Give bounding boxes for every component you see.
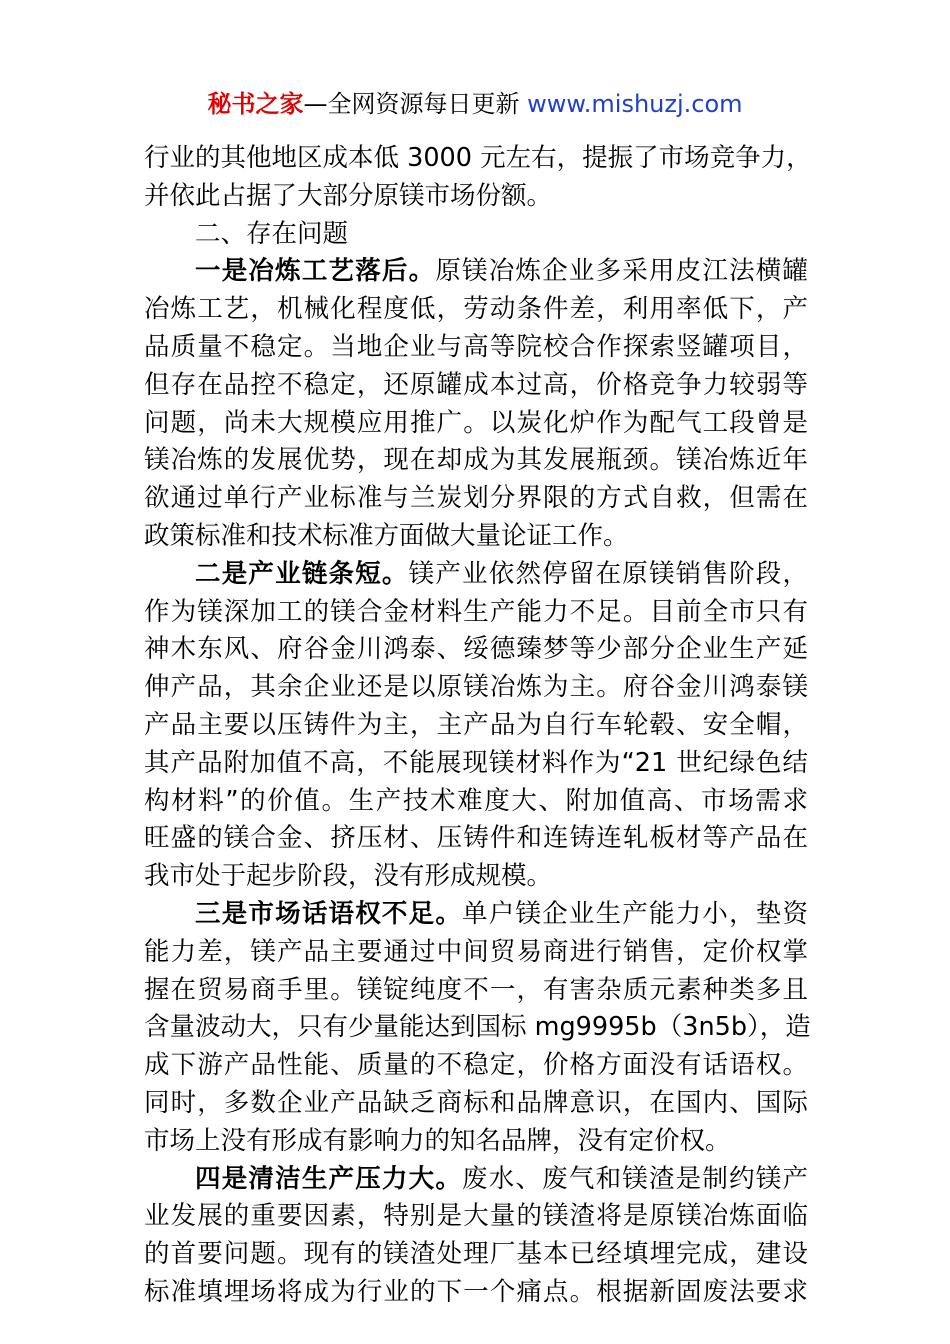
paragraph-line (144, 1161, 808, 1199)
page-header (0, 84, 950, 124)
paragraph-line (144, 896, 808, 934)
text-line: 其产品附加值不高，不能展现镁材料作为“21 世纪绿色结 (144, 747, 808, 778)
paragraph-line (144, 556, 808, 594)
text-line: 欲通过单行产业标准与兰炭划分界限的方式自救，但需在 (144, 483, 808, 514)
brand-name: 秘书之家 (207, 90, 304, 118)
text-line: 我市处于起步阶段，没有形成规模。 (144, 861, 553, 892)
text-line: 含量波动大，只有少量能达到国标 mg9995b（3n5b），造 (144, 1012, 811, 1043)
text-line: 镁冶炼的发展优势，现在却成为其发展瓶颈。镁冶炼近年 (144, 445, 808, 476)
paragraph-heading: 一是冶炼工艺落后。 (195, 256, 436, 287)
text-line: 行业的其他地区成本低 3000 元左右，提振了市场竞争力， (144, 143, 812, 173)
text-line: 构材料”的价值。生产技术难度大、附加值高、市场需求 (144, 785, 808, 816)
text-line: 问题，尚未大规模应用推广。以炭化炉作为配气工段曾是 (144, 407, 808, 438)
header-tagline: —全网资源每日更新 (303, 90, 528, 118)
paragraph-text: 废水、废气和镁渣是制约镁产 (462, 1163, 808, 1194)
text-line: 产品主要以压铸件为主，主产品为自行车轮毂、安全帽， (144, 709, 808, 740)
text-line: 并依此占据了大部分原镁市场份额。 (144, 180, 553, 211)
text-line: 政策标准和技术标准方面做大量论证工作。 (144, 520, 629, 551)
paragraph-text: 镁产业依然停留在原镁销售阶段， (408, 558, 808, 589)
text-line: 业发展的重要因素，特别是大量的镁渣将是原镁冶炼面临 (144, 1201, 808, 1232)
text-line: 的首要问题。现有的镁渣处理厂基本已经填埋完成，建设 (144, 1239, 808, 1270)
text-line: 握在贸易商手里。镁锭纯度不一，有害杂质元素种类多且 (144, 974, 808, 1005)
text-line: 同时，多数企业产品缺乏商标和品牌意识，在国内、国际 (144, 1087, 808, 1118)
paragraph-text: 单户镁企业生产能力小，垫资 (462, 898, 808, 929)
text-line: 市场上没有形成有影响力的知名品牌，没有定价权。 (144, 1125, 731, 1156)
document-body (144, 140, 812, 1312)
site-url-link[interactable]: www.mishuzj.com (527, 90, 743, 118)
text-line: 伸产品，其余企业还是以原镁冶炼为主。府谷金川鸿泰镁 (144, 672, 808, 703)
text-line: 作为镁深加工的镁合金材料生产能力不足。目前全市只有 (144, 596, 808, 627)
paragraph-heading: 三是市场话语权不足。 (195, 898, 463, 929)
text-line: 神木东风、府谷金川鸿泰、绥德臻梦等少部分企业生产延 (144, 634, 808, 665)
text-line: 但存在品控不稳定，还原罐成本过高，价格竞争力较弱等 (144, 369, 808, 400)
text-line: 成下游产品性能、质量的不稳定，价格方面没有话语权。 (144, 1050, 808, 1081)
text-line: 旺盛的镁合金、挤压材、压铸件和连铸连轧板材等产品在 (144, 823, 808, 854)
section-heading: 二、存在问题 (195, 218, 349, 249)
paragraph-text: 原镁冶炼企业多采用皮江法横罐 (435, 256, 808, 287)
paragraph-heading: 二是产业链条短。 (195, 558, 409, 589)
text-line: 品质量不稳定。当地企业与高等院校合作探索竖罐项目， (144, 331, 808, 362)
paragraph-line (144, 253, 808, 291)
paragraph-heading: 四是清洁生产压力大。 (195, 1163, 463, 1194)
text-line: 标准填埋场将成为行业的下一个痛点。根据新固废法要求 (144, 1276, 808, 1307)
text-line: 能力差，镁产品主要通过中间贸易商进行销售，定价权掌 (144, 936, 808, 967)
text-line: 冶炼工艺，机械化程度低，劳动条件差，利用率低下，产 (144, 294, 808, 325)
